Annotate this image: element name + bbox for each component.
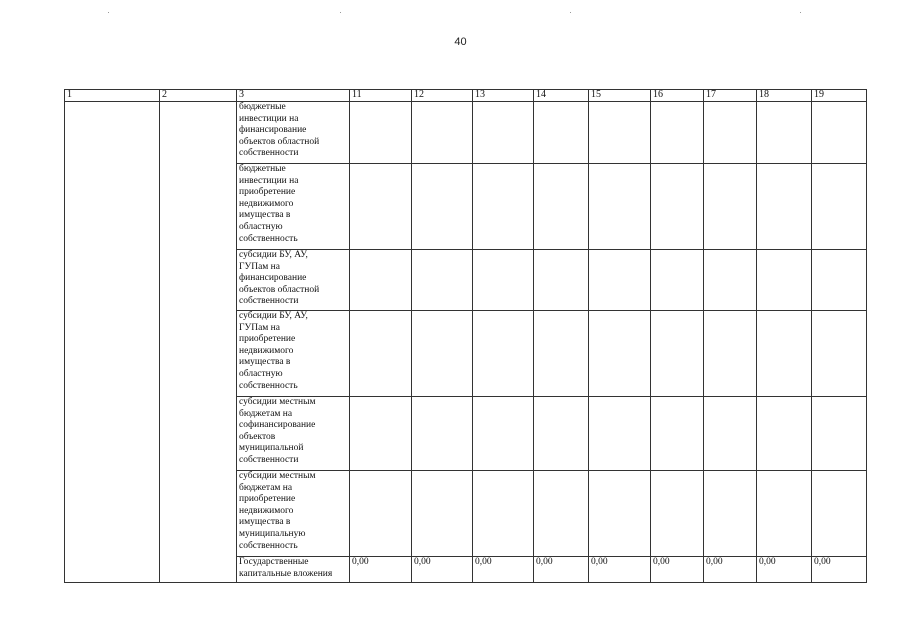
- value-cell: [473, 397, 534, 471]
- scan-speck: [340, 12, 341, 13]
- value-cell: [412, 311, 473, 397]
- scan-speck: [108, 12, 109, 13]
- value-cell: 0,00: [412, 557, 473, 583]
- value-cell: [412, 250, 473, 311]
- row-label: субсидии БУ, АУ, ГУПам на приобретение недвижимого имущества в областную собственность: [237, 311, 350, 397]
- header-cell: 2: [160, 90, 237, 102]
- value-cell: [473, 471, 534, 557]
- value-cell: [534, 397, 589, 471]
- header-cell: 12: [412, 90, 473, 102]
- value-cell: [651, 311, 704, 397]
- value-cell: [651, 397, 704, 471]
- value-cell: [589, 102, 651, 164]
- value-cell: 0,00: [473, 557, 534, 583]
- merged-cell-col2: [160, 102, 237, 583]
- value-cell: [350, 250, 412, 311]
- value-cell: [757, 250, 812, 311]
- header-cell: 3: [237, 90, 350, 102]
- value-cell: [704, 102, 757, 164]
- scan-speck: [570, 12, 571, 13]
- value-cell: 0,00: [534, 557, 589, 583]
- table-body: [65, 90, 867, 583]
- value-cell: [704, 397, 757, 471]
- value-cell: [757, 397, 812, 471]
- value-cell: [534, 164, 589, 250]
- value-cell: 0,00: [350, 557, 412, 583]
- table-row: [65, 102, 867, 164]
- value-cell: 0,00: [812, 557, 867, 583]
- value-cell: [589, 250, 651, 311]
- value-cell: [757, 311, 812, 397]
- value-cell: [589, 471, 651, 557]
- value-cell: [812, 471, 867, 557]
- value-cell: [589, 311, 651, 397]
- value-cell: [651, 471, 704, 557]
- value-cell: [534, 102, 589, 164]
- value-cell: [350, 471, 412, 557]
- scan-speck: [800, 12, 801, 13]
- value-cell: [412, 164, 473, 250]
- value-cell: [350, 397, 412, 471]
- value-cell: 0,00: [757, 557, 812, 583]
- header-cell: 14: [534, 90, 589, 102]
- value-cell: [534, 471, 589, 557]
- value-cell: [534, 311, 589, 397]
- value-cell: [812, 397, 867, 471]
- value-cell: [704, 311, 757, 397]
- header-cell: 13: [473, 90, 534, 102]
- header-cell: 17: [704, 90, 757, 102]
- value-cell: [534, 250, 589, 311]
- header-cell: 15: [589, 90, 651, 102]
- value-cell: [812, 250, 867, 311]
- merged-cell-col1: [65, 102, 160, 583]
- value-cell: [812, 311, 867, 397]
- row-label: субсидии местным бюджетам на софинансирование объектов муниципальной собственности: [237, 397, 350, 471]
- value-cell: 0,00: [589, 557, 651, 583]
- row-label: Государственные капитальные вложения: [237, 557, 350, 583]
- page-number: 40: [454, 36, 467, 48]
- value-cell: [812, 164, 867, 250]
- value-cell: [473, 102, 534, 164]
- value-cell: [473, 250, 534, 311]
- budget-table: [64, 89, 867, 583]
- row-label: субсидии местным бюджетам на приобретение недвижимого имущества в муниципальную собственность: [237, 471, 350, 557]
- value-cell: 0,00: [704, 557, 757, 583]
- value-cell: [704, 250, 757, 311]
- value-cell: [473, 164, 534, 250]
- value-cell: [757, 471, 812, 557]
- value-cell: [704, 164, 757, 250]
- header-cell: 18: [757, 90, 812, 102]
- value-cell: [350, 164, 412, 250]
- value-cell: [412, 102, 473, 164]
- value-cell: [350, 311, 412, 397]
- value-cell: [704, 471, 757, 557]
- value-cell: [812, 102, 867, 164]
- value-cell: [589, 164, 651, 250]
- value-cell: [473, 311, 534, 397]
- value-cell: [412, 397, 473, 471]
- row-label: бюджетные инвестиции на финансирование объектов областной собственности: [237, 102, 350, 164]
- row-label: бюджетные инвестиции на приобретение недвижимого имущества в областную собственность: [237, 164, 350, 250]
- header-cell: 19: [812, 90, 867, 102]
- value-cell: [412, 471, 473, 557]
- header-cell: 1: [65, 90, 160, 102]
- header-cell: 11: [350, 90, 412, 102]
- header-cell: 16: [651, 90, 704, 102]
- value-cell: [757, 102, 812, 164]
- value-cell: [350, 102, 412, 164]
- value-cell: [589, 397, 651, 471]
- value-cell: [757, 164, 812, 250]
- value-cell: [651, 164, 704, 250]
- value-cell: 0,00: [651, 557, 704, 583]
- row-label: субсидии БУ, АУ, ГУПам на финансирование объектов областной собственности: [237, 250, 350, 311]
- header-row: [65, 90, 867, 102]
- value-cell: [651, 102, 704, 164]
- value-cell: [651, 250, 704, 311]
